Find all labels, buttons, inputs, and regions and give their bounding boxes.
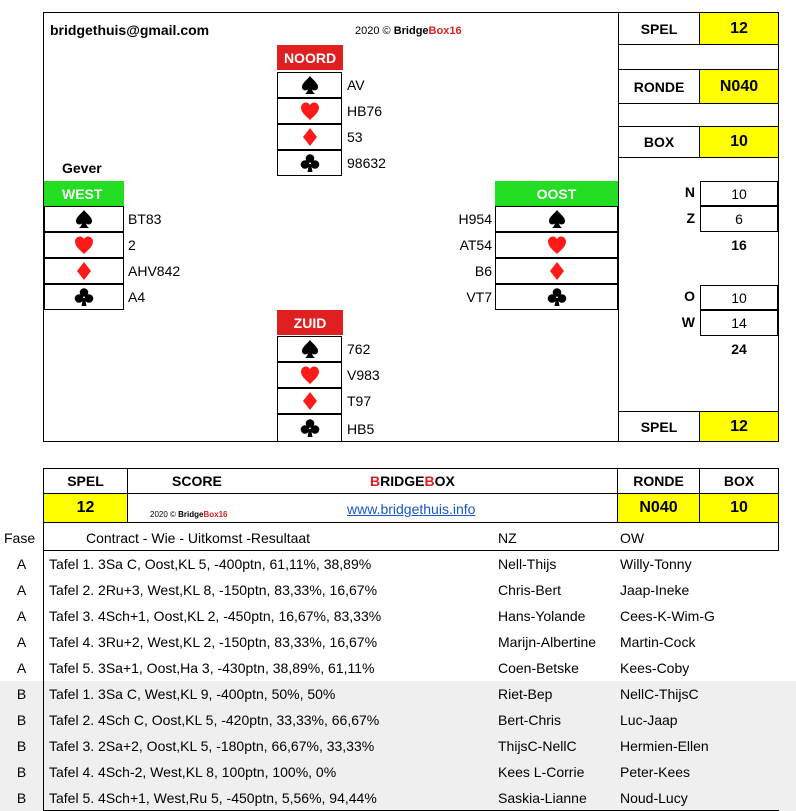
diamond-icon — [300, 127, 320, 147]
row-nz: Chris-Bert — [498, 582, 562, 598]
north-clubs: 98632 — [347, 155, 386, 171]
hcp-n-seat: N — [684, 184, 695, 200]
north-hearts-cell — [277, 98, 342, 124]
west-clubs-cell — [44, 284, 124, 310]
hcp-z-seat: Z — [686, 210, 695, 226]
south-hearts: V983 — [347, 367, 380, 383]
south-hearts-cell — [277, 362, 342, 388]
club-icon — [547, 287, 567, 307]
spel-value: 12 — [700, 13, 778, 44]
north-label: NOORD — [277, 45, 343, 70]
south-diamonds-cell — [277, 388, 342, 414]
heart-icon — [300, 101, 320, 121]
spel-label: SPEL — [640, 20, 678, 37]
east-hearts-cell — [495, 232, 618, 258]
row-fase: A — [16, 634, 27, 650]
heart-icon — [547, 235, 567, 255]
north-diamonds: 53 — [347, 129, 363, 145]
row-result: Tafel 2. 2Ru+3, West,KL 8, -150ptn, 83,33%, 16,67% — [49, 582, 378, 598]
east-clubs: VT7 — [466, 289, 492, 305]
row-fase: A — [16, 660, 27, 676]
spel-value-bottom: 12 — [700, 412, 778, 441]
east-label: OOST — [495, 181, 618, 206]
row-result: Tafel 3. 2Sa+2, Oost,KL 5, -180ptn, 66,67%, 33,33% — [49, 738, 375, 754]
west-diamonds: AHV842 — [128, 263, 181, 279]
east-spades-cell — [495, 206, 618, 232]
row-ow: Kees-Coby — [620, 660, 690, 676]
table-row — [0, 577, 796, 603]
row-ow: Hermien-Ellen — [620, 738, 709, 754]
row-result: Tafel 1. 3Sa C, West,KL 9, -400ptn, 50%, 50% — [49, 686, 336, 702]
south-label: ZUID — [277, 310, 343, 335]
col-nz: NZ — [498, 530, 517, 546]
row-fase: B — [16, 764, 27, 780]
west-clubs: A4 — [128, 289, 146, 305]
hcp-o-value: 10 — [700, 285, 778, 310]
row-nz: Hans-Yolande — [498, 608, 586, 624]
table-row — [0, 681, 796, 707]
col-fase: Fase — [4, 530, 36, 546]
box-value: 10 — [700, 127, 778, 157]
score-table — [0, 551, 796, 811]
row-fase: A — [16, 582, 27, 598]
copyright: 2020 © BridgeBox16 — [355, 25, 462, 37]
score-spel-value: 12 — [44, 494, 127, 522]
west-spades-cell — [44, 206, 124, 232]
table-row — [0, 603, 796, 629]
table-row — [0, 759, 796, 785]
west-diamonds-cell — [44, 258, 124, 284]
row-nz: Nell-Thijs — [498, 556, 557, 572]
score-brand: BRIDGEBOX — [370, 473, 455, 489]
south-spades-cell — [277, 336, 342, 362]
website-link[interactable]: www.bridgethuis.info — [347, 501, 476, 517]
spade-icon — [547, 209, 567, 229]
row-ow: Jaap-Ineke — [620, 582, 690, 598]
ns-total: 16 — [731, 237, 747, 253]
east-clubs-cell — [495, 284, 618, 310]
table-row — [0, 707, 796, 733]
row-ow: Noud-Lucy — [620, 790, 688, 806]
north-diamonds-cell — [277, 124, 342, 150]
row-result: Tafel 4. 4Sch-2, West,KL 8, 100ptn, 100%, 0% — [49, 764, 337, 780]
hcp-z-value: 6 — [700, 206, 778, 232]
east-diamonds-cell — [495, 258, 618, 284]
row-result: Tafel 1. 3Sa C, Oost,KL 5, -400ptn, 61,11%, 38,89% — [49, 556, 372, 572]
table-row — [0, 733, 796, 759]
west-label: WEST — [44, 181, 124, 206]
score-ronde-value: N040 — [618, 494, 699, 522]
diamond-icon — [300, 391, 320, 411]
east-diamonds: B6 — [474, 263, 492, 279]
score-label: SCORE — [172, 473, 222, 489]
row-fase: B — [16, 790, 27, 806]
row-result: Tafel 5. 3Sa+1, Oost,Ha 3, -430ptn, 38,89%, 61,11% — [49, 660, 375, 676]
row-ow: Peter-Kees — [620, 764, 691, 780]
table-row — [0, 655, 796, 681]
row-fase: B — [16, 712, 27, 728]
diamond-icon — [74, 261, 94, 281]
score-ronde-label: RONDE — [633, 473, 684, 489]
ow-total: 24 — [731, 341, 747, 357]
row-fase: B — [16, 738, 27, 754]
row-fase: A — [16, 556, 27, 572]
hcp-n-value: 10 — [700, 181, 778, 206]
ronde-label: RONDE — [633, 78, 685, 95]
hcp-o-seat: O — [684, 288, 695, 304]
row-ow: Willy-Tonny — [620, 556, 692, 572]
email-label: bridgethuis@gmail.com — [50, 22, 210, 38]
box-label: BOX — [643, 134, 675, 150]
heart-icon — [300, 365, 320, 385]
row-result: Tafel 2. 4Sch C, Oost,KL 5, -420ptn, 33,33%, 66,67% — [49, 712, 380, 728]
club-icon — [300, 153, 320, 173]
row-ow: Luc-Jaap — [620, 712, 678, 728]
row-result: Tafel 4. 3Ru+2, West,KL 2, -150ptn, 83,33%, 16,67% — [49, 634, 378, 650]
table-row — [0, 629, 796, 655]
heart-icon — [74, 235, 94, 255]
table-row — [0, 785, 796, 811]
row-nz: ThijsC-NellC — [498, 738, 577, 754]
row-nz: Kees L-Corrie — [498, 764, 585, 780]
row-nz: Saskia-Lianne — [498, 790, 587, 806]
south-clubs-cell — [277, 414, 342, 442]
row-nz: Marijn-Albertine — [498, 634, 597, 650]
north-hearts: HB76 — [347, 103, 383, 119]
col-ow: OW — [620, 530, 645, 546]
row-nz: Riet-Bep — [498, 686, 553, 702]
south-clubs: HB5 — [347, 421, 375, 437]
row-result: Tafel 5. 4Sch+1, West,Ru 5, -450ptn, 5,56%, 94,44% — [49, 790, 377, 806]
row-ow: NellC-ThijsC — [620, 686, 699, 702]
east-spades: H954 — [458, 211, 492, 227]
row-result: Tafel 3. 4Sch+1, Oost,KL 2, -450ptn, 16,67%, 83,33% — [49, 608, 382, 624]
table-row — [0, 551, 796, 577]
row-ow: Cees-K-Wim-G — [620, 608, 715, 624]
row-nz: Coen-Betske — [498, 660, 579, 676]
col-result: Contract - Wie - Uitkomst -Resultaat — [86, 530, 311, 546]
ronde-value: N040 — [700, 70, 778, 103]
north-clubs-cell — [277, 150, 342, 176]
score-box-label: BOX — [723, 473, 755, 489]
north-spades: AV — [347, 77, 365, 93]
south-diamonds: T97 — [347, 393, 372, 409]
club-icon — [300, 418, 320, 438]
spade-icon — [300, 339, 320, 359]
row-nz: Bert-Chris — [498, 712, 562, 728]
spade-icon — [300, 75, 320, 95]
south-spades: 762 — [347, 341, 371, 357]
score-copyright: 2020 © BridgeBox16 — [150, 510, 228, 519]
west-hearts: 2 — [128, 237, 136, 253]
score-box-value: 10 — [700, 494, 778, 522]
score-spel-label: SPEL — [67, 473, 104, 489]
diamond-icon — [547, 261, 567, 281]
spade-icon — [74, 209, 94, 229]
club-icon — [74, 287, 94, 307]
west-hearts-cell — [44, 232, 124, 258]
row-fase: B — [16, 686, 27, 702]
dealer-label: Gever — [62, 160, 102, 176]
hcp-w-value: 14 — [700, 310, 778, 336]
east-hearts: AT54 — [459, 237, 492, 253]
hcp-w-seat: W — [681, 314, 695, 330]
row-fase: A — [16, 608, 27, 624]
west-spades: BT83 — [128, 211, 162, 227]
row-ow: Martin-Cock — [620, 634, 696, 650]
north-spades-cell — [277, 72, 342, 98]
spel-label-bottom: SPEL — [640, 419, 678, 435]
